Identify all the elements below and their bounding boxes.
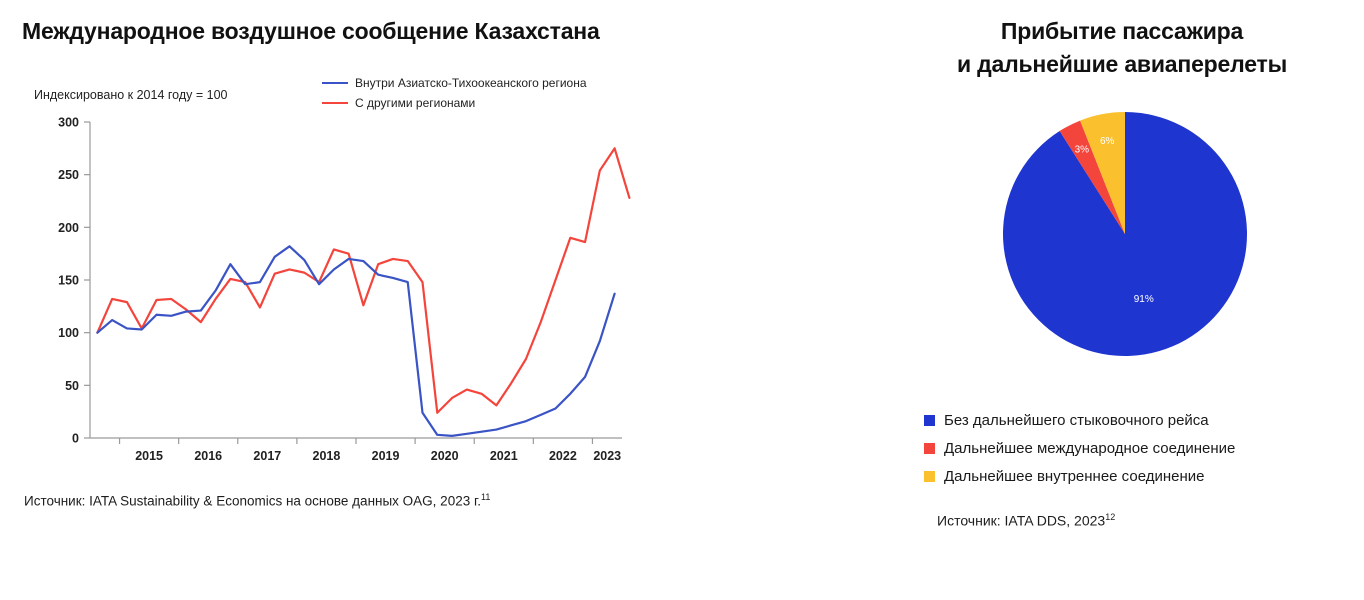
svg-text:2020: 2020	[430, 449, 459, 463]
legend-label-no-onward-connection: Без дальнейшего стыковочного рейса	[944, 412, 1209, 429]
legend-swatch-blue-icon	[924, 415, 935, 426]
line-series-other-regions	[97, 148, 629, 412]
right-title-line-2: и дальнейшие авиаперелеты	[956, 51, 1288, 77]
right-chart-title	[880, 18, 1364, 78]
legend-swatch-blue-line-icon	[322, 82, 348, 84]
legend-label-other-regions: С другими регионами	[355, 96, 476, 110]
pie-slice-label: 6%	[1099, 136, 1115, 148]
svg-text:0: 0	[72, 431, 79, 446]
right-source-footnote: 12	[1105, 512, 1116, 522]
legend-item-onward-international	[924, 440, 1364, 457]
right-source-text: Источник: IATA DDS, 2023	[937, 512, 1106, 529]
pie-chart-svg	[1001, 110, 1249, 358]
svg-text:2015: 2015	[135, 449, 164, 463]
legend-label-intra-asia-pacific: Внутри Азиатско-Тихоокеанского региона	[355, 76, 587, 90]
svg-text:50: 50	[65, 378, 79, 393]
pie-slices	[1003, 112, 1247, 356]
svg-text:150: 150	[58, 273, 79, 288]
svg-text:100: 100	[58, 326, 79, 341]
svg-text:2016: 2016	[194, 449, 223, 463]
svg-text:2021: 2021	[489, 449, 518, 463]
legend-swatch-red-icon	[924, 443, 935, 454]
svg-text:2017: 2017	[253, 449, 282, 463]
legend-item-onward-domestic	[924, 468, 1364, 485]
left-source-text: Источник: IATA Sustainability & Economics на основе данных OAG, 2023 г.	[24, 493, 481, 509]
right-title-line-1: Прибытие пассажира	[1000, 18, 1244, 44]
pie-chart-legend	[924, 412, 1364, 496]
left-source-footnote: 11	[481, 492, 491, 502]
legend-item-intra-asia-pacific	[322, 76, 587, 90]
legend-item-no-onward-connection	[924, 412, 1364, 429]
y-axis-ticks	[58, 116, 90, 446]
svg-text:300: 300	[58, 115, 79, 130]
left-chart-title: Международное воздушное сообщение Казахстана	[22, 18, 600, 44]
svg-text:200: 200	[58, 220, 79, 235]
legend-label-onward-international: Дальнейшее международное соединение	[944, 440, 1236, 457]
svg-text:2022: 2022	[548, 449, 577, 463]
legend-label-onward-domestic: Дальнейшее внутреннее соединение	[944, 468, 1205, 485]
index-note: Индексировано к 2014 году = 100	[34, 88, 228, 102]
passenger-arrival-panel	[880, 0, 1364, 600]
svg-text:250: 250	[58, 168, 79, 183]
legend-swatch-yellow-icon	[924, 471, 935, 482]
svg-text:2019: 2019	[371, 449, 400, 463]
svg-text:2018: 2018	[312, 449, 341, 463]
line-series-intra-asia-pacific	[97, 246, 614, 436]
left-source-note	[24, 492, 490, 509]
right-source-note	[937, 512, 1115, 529]
svg-text:2023: 2023	[593, 449, 622, 463]
line-chart	[22, 100, 642, 480]
pie-chart	[1001, 110, 1249, 358]
x-axis-ticks	[120, 438, 622, 463]
pie-slice-label: 91%	[1133, 293, 1154, 305]
line-chart-svg	[22, 100, 642, 480]
pie-slice-label: 3%	[1074, 144, 1090, 156]
